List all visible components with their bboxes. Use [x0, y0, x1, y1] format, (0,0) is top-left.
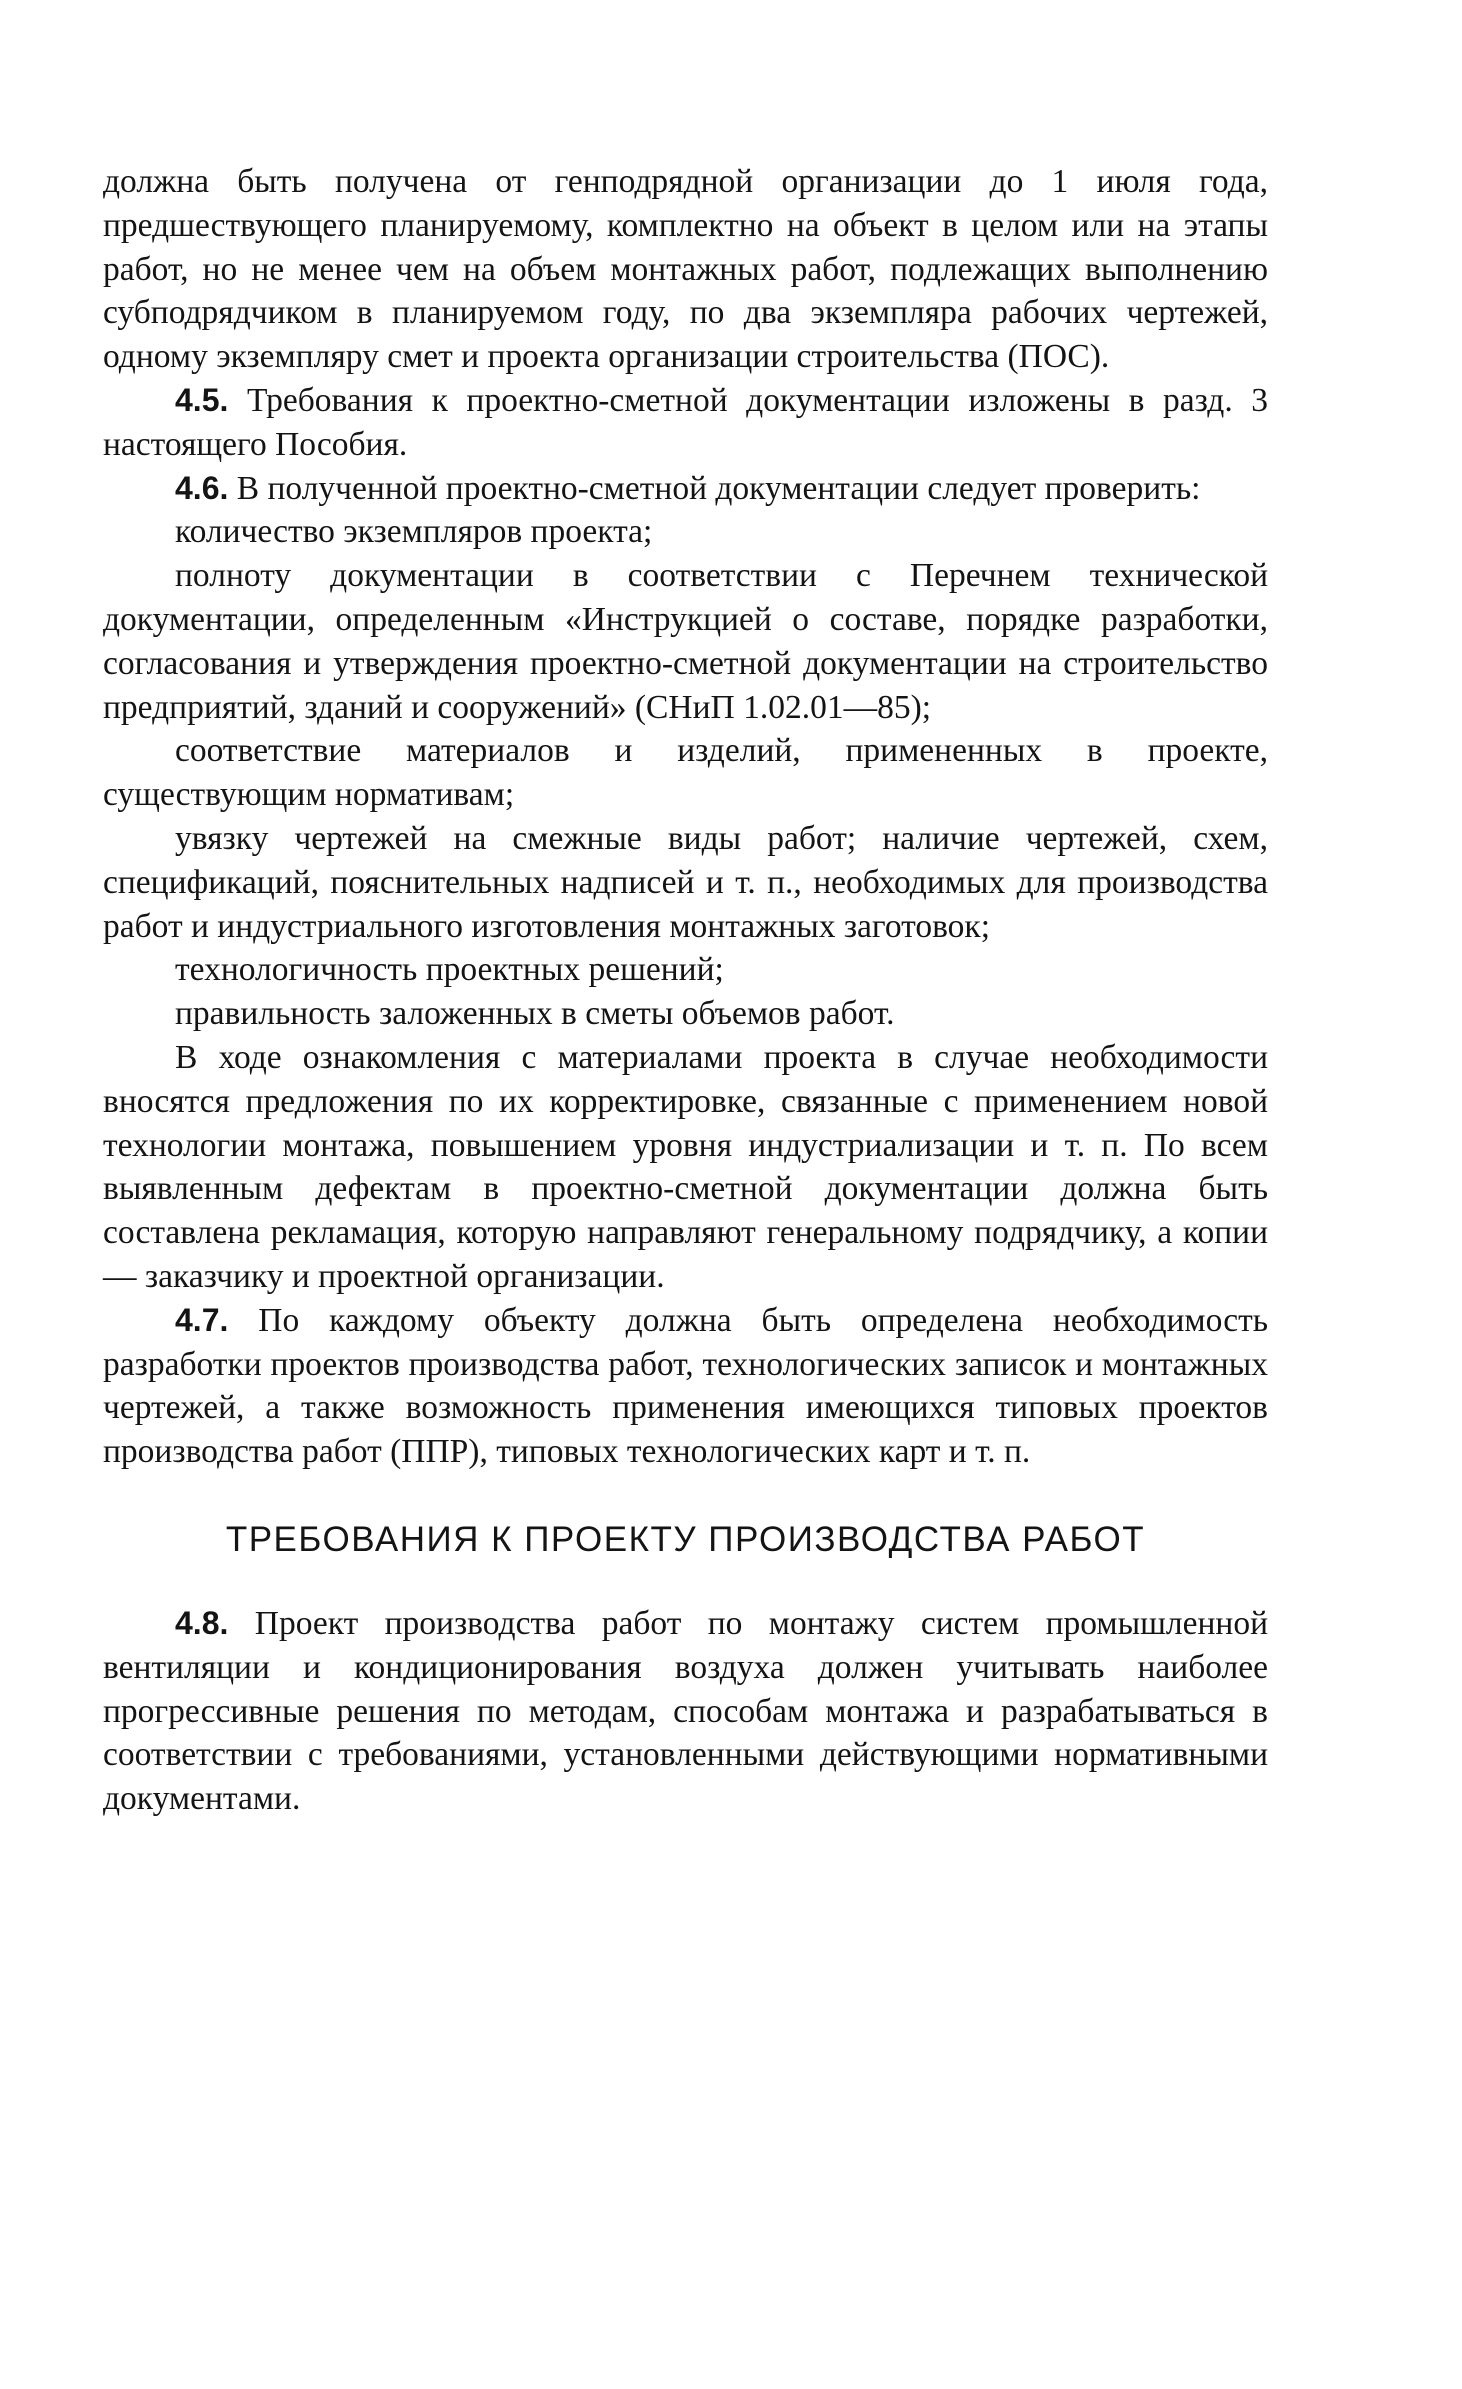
paragraph-text: увязку чертежей на смежные виды работ; наличие чертежей, схем, спецификаций, пояснительных надписей и т. п., необходимых для производства работ и индустриального изготовления монтажных заготовок;: [103, 819, 1268, 945]
paragraph-text: технологичность проектных решений;: [175, 951, 724, 989]
paragraph-text: В полученной проектно-сметной документации следует проверить:: [236, 469, 1201, 507]
paragraph-text: полноту документации в соответствии с Перечнем технической документации, определенным «Инструкцией о составе, порядке разработки, согласования и утверждения проектно-сметной документации на строительство предприятий, зданий и сооружений» (СНиП 1.02.01—85);: [103, 557, 1268, 726]
paragraph-text: По каждому объекту должна быть определена необходимость разработки проектов производства работ, технологических записок и монтажных чертежей, а также возможность применения имеющихся типовых проектов производства работ (ППР), типовых технологических карт и т. п.: [103, 1301, 1269, 1471]
paragraph-text: Проект производства работ по монтажу систем промышленной вентиляции и кондиционирования воздуха должен учитывать наиболее прогрессивные решения по методам, способам монтажа и разрабатываться в соответствии с требованиями, установленными действующими нормативными документами.: [103, 1604, 1268, 1818]
paragraph-continuation: [103, 160, 1268, 379]
paragraph-4-6: [103, 467, 1268, 511]
paragraph-4-7: [103, 1299, 1268, 1474]
list-item-drawings: [103, 817, 1268, 948]
paragraph-text: количество экземпляров проекта;: [175, 513, 653, 551]
paragraph-text: В ходе ознакомления с материалами проекта в случае необходимости вносятся предложения по их корректировке, связанные с применением новой технологии монтажа, повышением уровня индустриализации и т. п. По всем выявленным дефектам в проектно-сметной документации должна быть составлена рекламация, которую направляют генеральному подрядчику, а копии — заказчику и проектной организации.: [103, 1038, 1268, 1295]
list-item-manufacturability: [103, 948, 1268, 992]
list-item-completeness: [103, 554, 1268, 729]
list-item-copies: [103, 510, 1268, 554]
paragraph-number: 4.5.: [175, 381, 229, 418]
paragraph-review: [103, 1036, 1268, 1299]
paragraph-text: соответствие материалов и изделий, примененных в проекте, существующим нормативам;: [103, 732, 1268, 814]
paragraph-number: 4.6.: [175, 469, 229, 506]
list-item-volumes: [103, 992, 1268, 1036]
document-page: [103, 160, 1268, 1821]
paragraph-text: Требования к проектно-сметной документации изложены в разд. 3 настоящего Пособия.: [103, 381, 1269, 463]
paragraph-4-5: [103, 379, 1268, 467]
paragraph-text: правильность заложенных в сметы объемов работ.: [175, 995, 895, 1033]
paragraph-text: должна быть получена от генподрядной организации до 1 июля года, предшествующего планируемому, комплектно на объект в целом или на этапы работ, но не менее чем на объем монтажных работ, подлежащих выполнению субподрядчиком в планируемом году, по два экземпляра рабочих чертежей, одному экземпляру смет и проекта организации строительства (ПОС).: [103, 163, 1268, 376]
paragraph-number: 4.7.: [175, 1301, 229, 1338]
section-heading: ТРЕБОВАНИЯ К ПРОЕКТУ ПРОИЗВОДСТВА РАБОТ: [225, 1519, 1146, 1559]
paragraph-4-8: [103, 1602, 1268, 1821]
paragraph-number: 4.8.: [175, 1604, 229, 1641]
list-item-conformity: [103, 729, 1268, 817]
